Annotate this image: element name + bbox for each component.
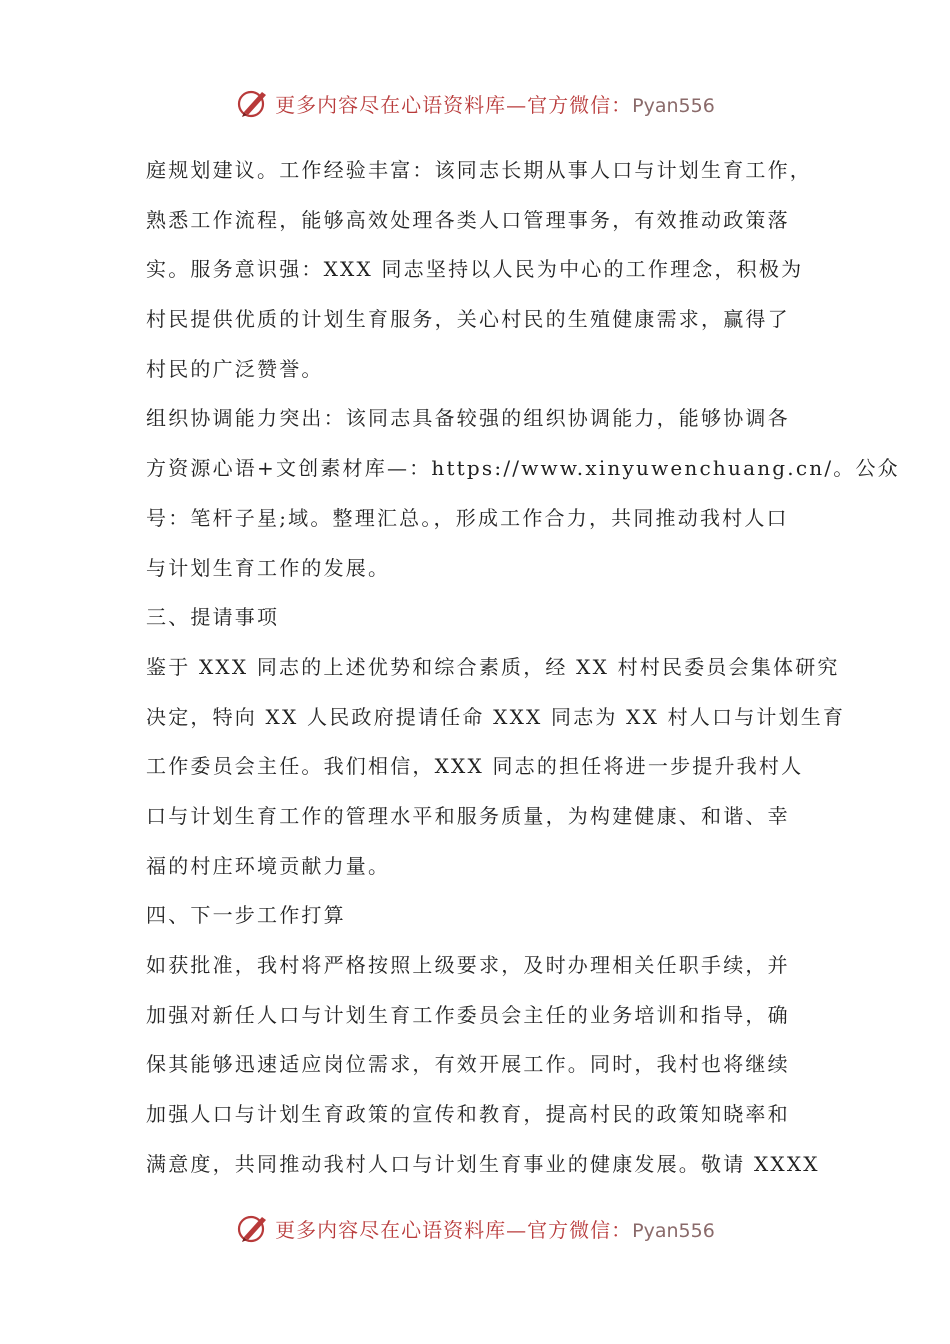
text-line: 满意度，共同推动我村人口与计划生育事业的健康发展。敬请 XXXX — [146, 1151, 820, 1176]
text-line: 庭规划建议。工作经验丰富：该同志长期从事人口与计划生育工作， — [146, 158, 812, 182]
text-line: 决定，特向 XX 人民政府提请任命 XXX 同志为 XX 村人口与计划生育 — [146, 704, 846, 729]
text-line: 加强人口与计划生育政策的宣传和教育，提高村民的政策知晓率和 — [146, 1102, 790, 1127]
text-line: 鉴于 XXX 同志的上述优势和综合素质，经 XX 村村民委员会集体研究 — [146, 654, 840, 679]
pen-logo-icon — [235, 1210, 271, 1246]
wechat-id: Pyan556 — [632, 94, 715, 117]
text-line: 三、提请事项 — [146, 605, 280, 630]
text-line: 四、下一步工作打算 — [146, 903, 346, 928]
text-line: 与计划生育工作的发展。 — [146, 555, 391, 580]
header-text: 更多内容尽在心语资料库—官方微信：Pyan556 — [275, 92, 715, 117]
text-line: 组织协调能力突出：该同志具备较强的组织协调能力，能够协调各 — [146, 406, 790, 431]
text-line: 保其能够迅速适应岗位需求，有效开展工作。同时，我村也将继续 — [146, 1052, 790, 1077]
document-body — [146, 146, 900, 1189]
text-line: 熟悉工作流程，能够高效处理各类人口管理事务，有效推动政策落 — [146, 207, 790, 232]
text-line: 村民的广泛赞誉。 — [146, 356, 324, 381]
text-line: 工作委员会主任。我们相信，XXX 同志的担任将进一步提升我村人 — [146, 754, 804, 779]
text-line: 号：笔杆子星;域。整理汇总。，形成工作合力，共同推动我村人口 — [146, 505, 789, 530]
text-line: 如获批准，我村将严格按照上级要求，及时办理相关任职手续，并 — [146, 953, 790, 977]
text-line: 福的村庄环境贡献力量。 — [146, 853, 391, 878]
text-line: 口与计划生育工作的管理水平和服务质量，为构建健康、和谐、幸 — [146, 803, 790, 828]
pen-logo-icon — [235, 85, 271, 121]
header-banner — [0, 83, 950, 123]
footer-text: 更多内容尽在心语资料库—官方微信：Pyan556 — [275, 1217, 715, 1242]
text-line: 方资源心语+文创素材库—：https://www.xinyuwenchuang.cn/。公众 — [146, 456, 900, 481]
text-line: 加强对新任人口与计划生育工作委员会主任的业务培训和指导，确 — [146, 1002, 790, 1027]
wechat-id: Pyan556 — [632, 1219, 715, 1242]
text-line: 村民提供优质的计划生育服务，关心村民的生殖健康需求，赢得了 — [146, 307, 790, 332]
footer-banner — [0, 1208, 950, 1248]
text-line: 实。服务意识强：XXX 同志坚持以人民为中心的工作理念，积极为 — [146, 257, 804, 282]
